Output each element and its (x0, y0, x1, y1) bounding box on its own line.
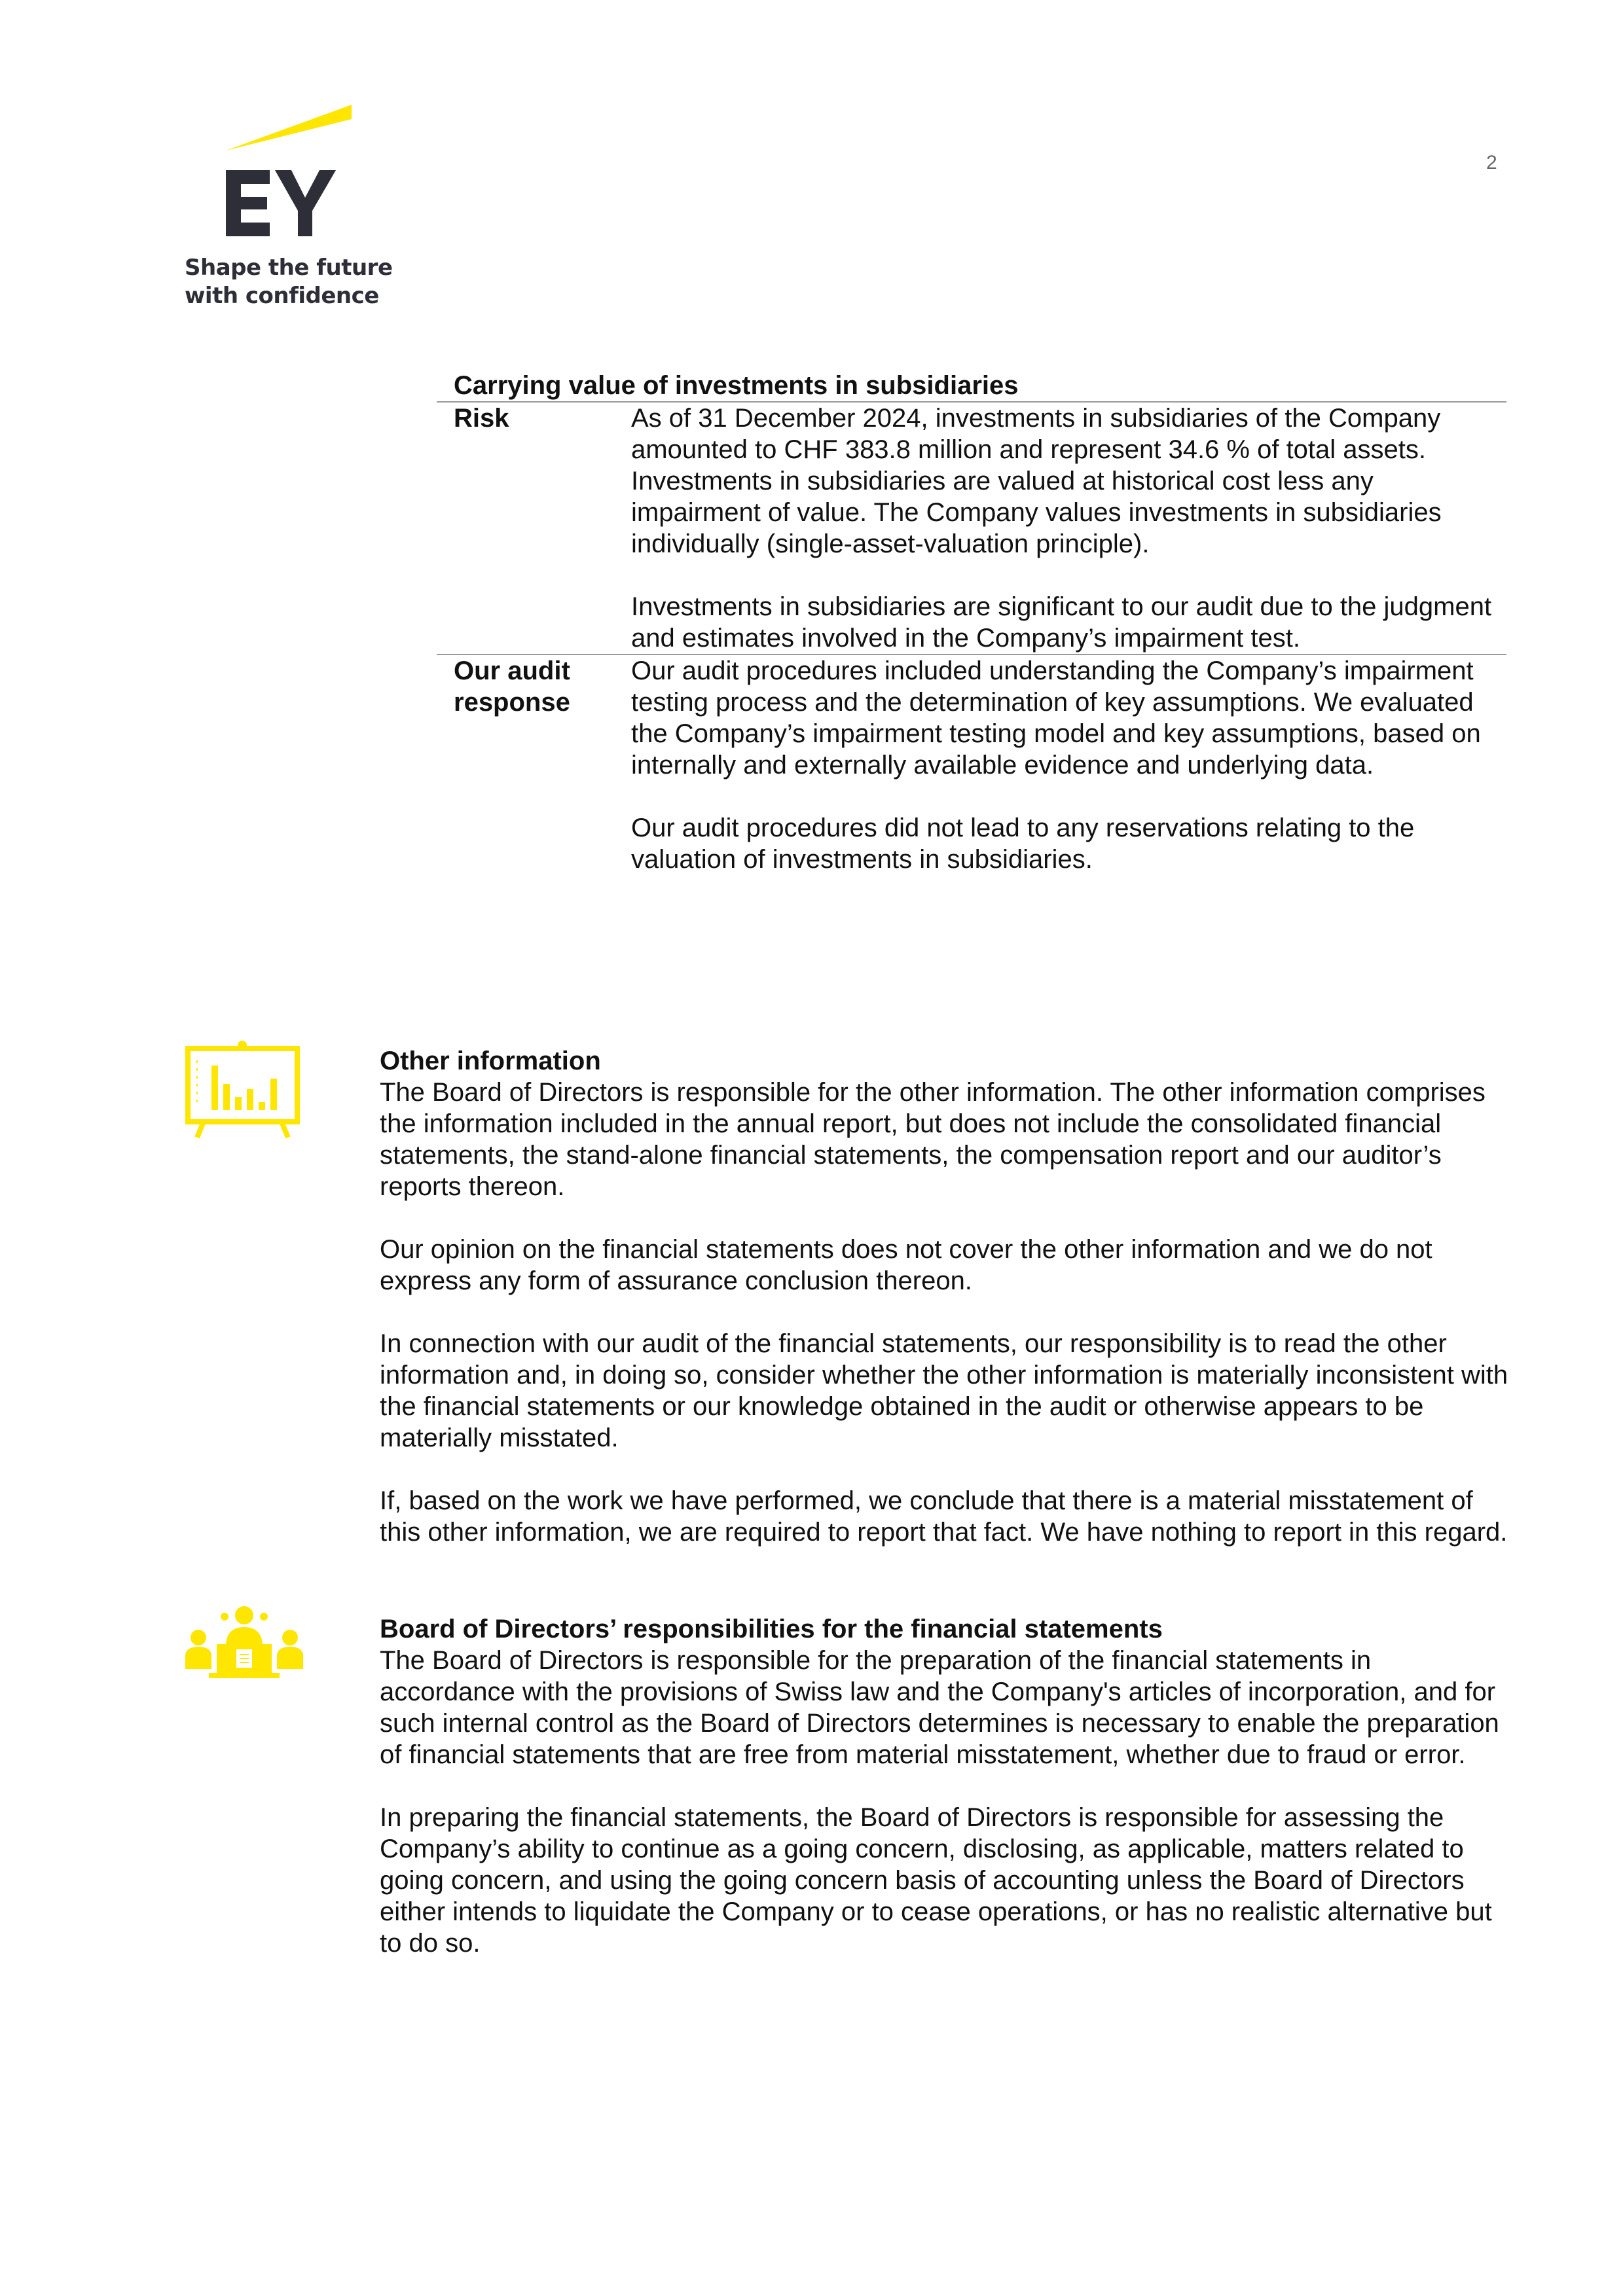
kam-response-paragraph: Our audit procedures did not lead to any reservations relating to the valuation of investments in subsidiaries. (631, 814, 1415, 874)
other-information-paragraph: In connection with our audit of the financial statements, our responsibility is to read the other information and, in doing so, consider whether the other information is materially inconsistent with the financial statements or our knowledge obtained in the audit or otherwise appears to be materially misstated. (380, 1329, 1508, 1452)
kam-response-paragraph: Our audit procedures included understanding the Company’s impairment testing process and the determination of key assumptions. We evaluated the Company’s impairment testing model and key assumptions, based on internally and externally available evidence and underlying data. (631, 656, 1481, 780)
kam-risk-row (437, 403, 1506, 655)
board-responsibilities-paragraph: In preparing the financial statements, the Board of Directors is responsible for assessing the Company’s ability to continue as a going concern, disclosing, as applicable, matters related to going concern, and using the going concern basis of accounting unless the Board of Directors either intends to liquidate the Company or to cease operations, or has no realistic alternative but to do so. (380, 1803, 1492, 1958)
other-information-section (380, 1045, 1509, 1548)
logo-tagline (185, 254, 393, 310)
tagline-line-2: with confidence (185, 283, 379, 309)
key-audit-matter-table (437, 370, 1506, 875)
kam-risk-paragraph: As of 31 December 2024, investments in subsidiaries of the Company amounted to CHF 383.8 million and represent 34.6 % of total assets. Investments in subsidiaries are valued at historical cost less any impairment of value. The Company values investments in subsidiaries individually (single-asset-valuation principle). (631, 404, 1442, 558)
kam-title: Carrying value of investments in subsidiaries (437, 370, 1506, 403)
kam-response-label: Our audit response (454, 656, 570, 717)
other-information-paragraph: Our opinion on the financial statements does not cover the other information and we do not express any form of assurance conclusion thereon. (380, 1235, 1432, 1295)
board-responsibilities-paragraph: The Board of Directors is responsible for the preparation of the financial statements in accordance with the provisions of Swiss law and the Company's articles of incorporation, and for such internal control as the Board of Directors determines is necessary to enable the preparation of financial statements that are free from material misstatement, whether due to fraud or error. (380, 1646, 1499, 1769)
board-meeting-icon (185, 1604, 303, 1682)
kam-risk-body (631, 403, 1506, 654)
kam-response-body (631, 655, 1506, 875)
board-responsibilities-title: Board of Directors’ responsibilities for the financial statements (380, 1615, 1163, 1643)
kam-response-row (437, 655, 1506, 875)
kam-risk-paragraph: Investments in subsidiaries are significant to our audit due to the judgment and estimates involved in the Company’s impairment test. (631, 592, 1492, 653)
board-responsibilities-section (380, 1613, 1509, 1959)
ey-logo (177, 105, 393, 314)
tagline-line-1: Shape the future (185, 255, 393, 281)
other-information-title: Other information (380, 1047, 601, 1075)
kam-risk-label: Risk (454, 404, 509, 433)
other-information-paragraph: The Board of Directors is responsible for the other information. The other information comprises the information included in the annual report, but does not include the consolidated financial statements, the stand-alone financial statements, the compensation report and our auditor’s reports thereon. (380, 1078, 1486, 1201)
page-number: 2 (1486, 152, 1497, 173)
ey-logo-mark (177, 105, 393, 255)
presentation-chart-icon (185, 1041, 300, 1139)
other-information-paragraph: If, based on the work we have performed, we conclude that there is a material misstatement of this other information, we are required to report that fact. We have nothing to report in this regard. (380, 1486, 1508, 1547)
